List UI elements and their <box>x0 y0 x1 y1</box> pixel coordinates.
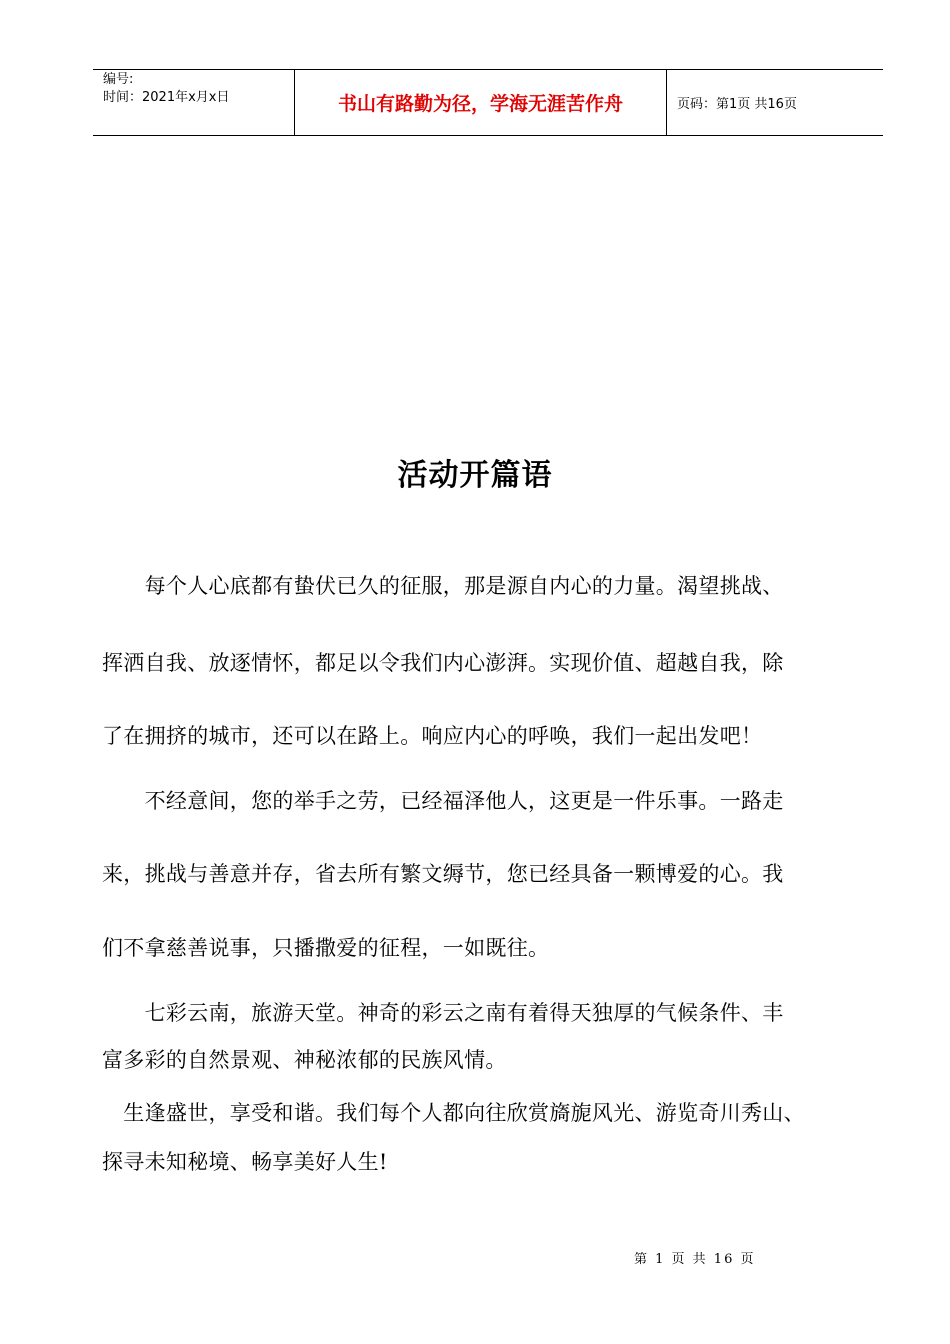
body-line: 每个人心底都有蛰伏已久的征服，那是源自内心的力量。渴望挑战、 <box>102 574 784 598</box>
body-line: 来，挑战与善意并存，省去所有繁文缛节，您已经具备一颗博爱的心。我 <box>102 862 784 886</box>
document-title: 活动开篇语 <box>397 458 553 493</box>
page-footer: 第 1 页 共 16 页 <box>634 1252 756 1267</box>
body-line: 七彩云南，旅游天堂。神奇的彩云之南有着得天独厚的气候条件、丰 <box>102 1001 784 1025</box>
header-page-label: 页码：第1页 共16页 <box>677 97 797 112</box>
body-line: 挥洒自我、放逐情怀，都足以令我们内心澎湃。实现价值、超越自我，除 <box>102 651 784 675</box>
body-line: 们不拿慈善说事，只播撒爱的征程，一如既往。 <box>102 936 550 960</box>
body-line: 探寻未知秘境、畅享美好人生! <box>102 1150 388 1174</box>
body-line: 了在拥挤的城市，还可以在路上。响应内心的呼唤，我们一起出发吧！ <box>102 724 763 748</box>
number-label: 编号: <box>103 72 134 87</box>
header-motto: 书山有路勤为径，学海无涯苦作舟 <box>295 70 667 135</box>
body-line: 不经意间，您的举手之劳，已经福泽他人，这更是一件乐事。一路走 <box>102 789 784 813</box>
body-line: 生逢盛世，享受和谐。我们每个人都向往欣赏旖旎风光、游览奇川秀山、 <box>102 1101 805 1125</box>
body-line: 富多彩的自然景观、神秘浓郁的民族风情。 <box>102 1048 507 1072</box>
header-meta <box>93 70 295 135</box>
document-header <box>93 69 883 136</box>
time-label: 时间：2021年x月x日 <box>103 90 230 105</box>
